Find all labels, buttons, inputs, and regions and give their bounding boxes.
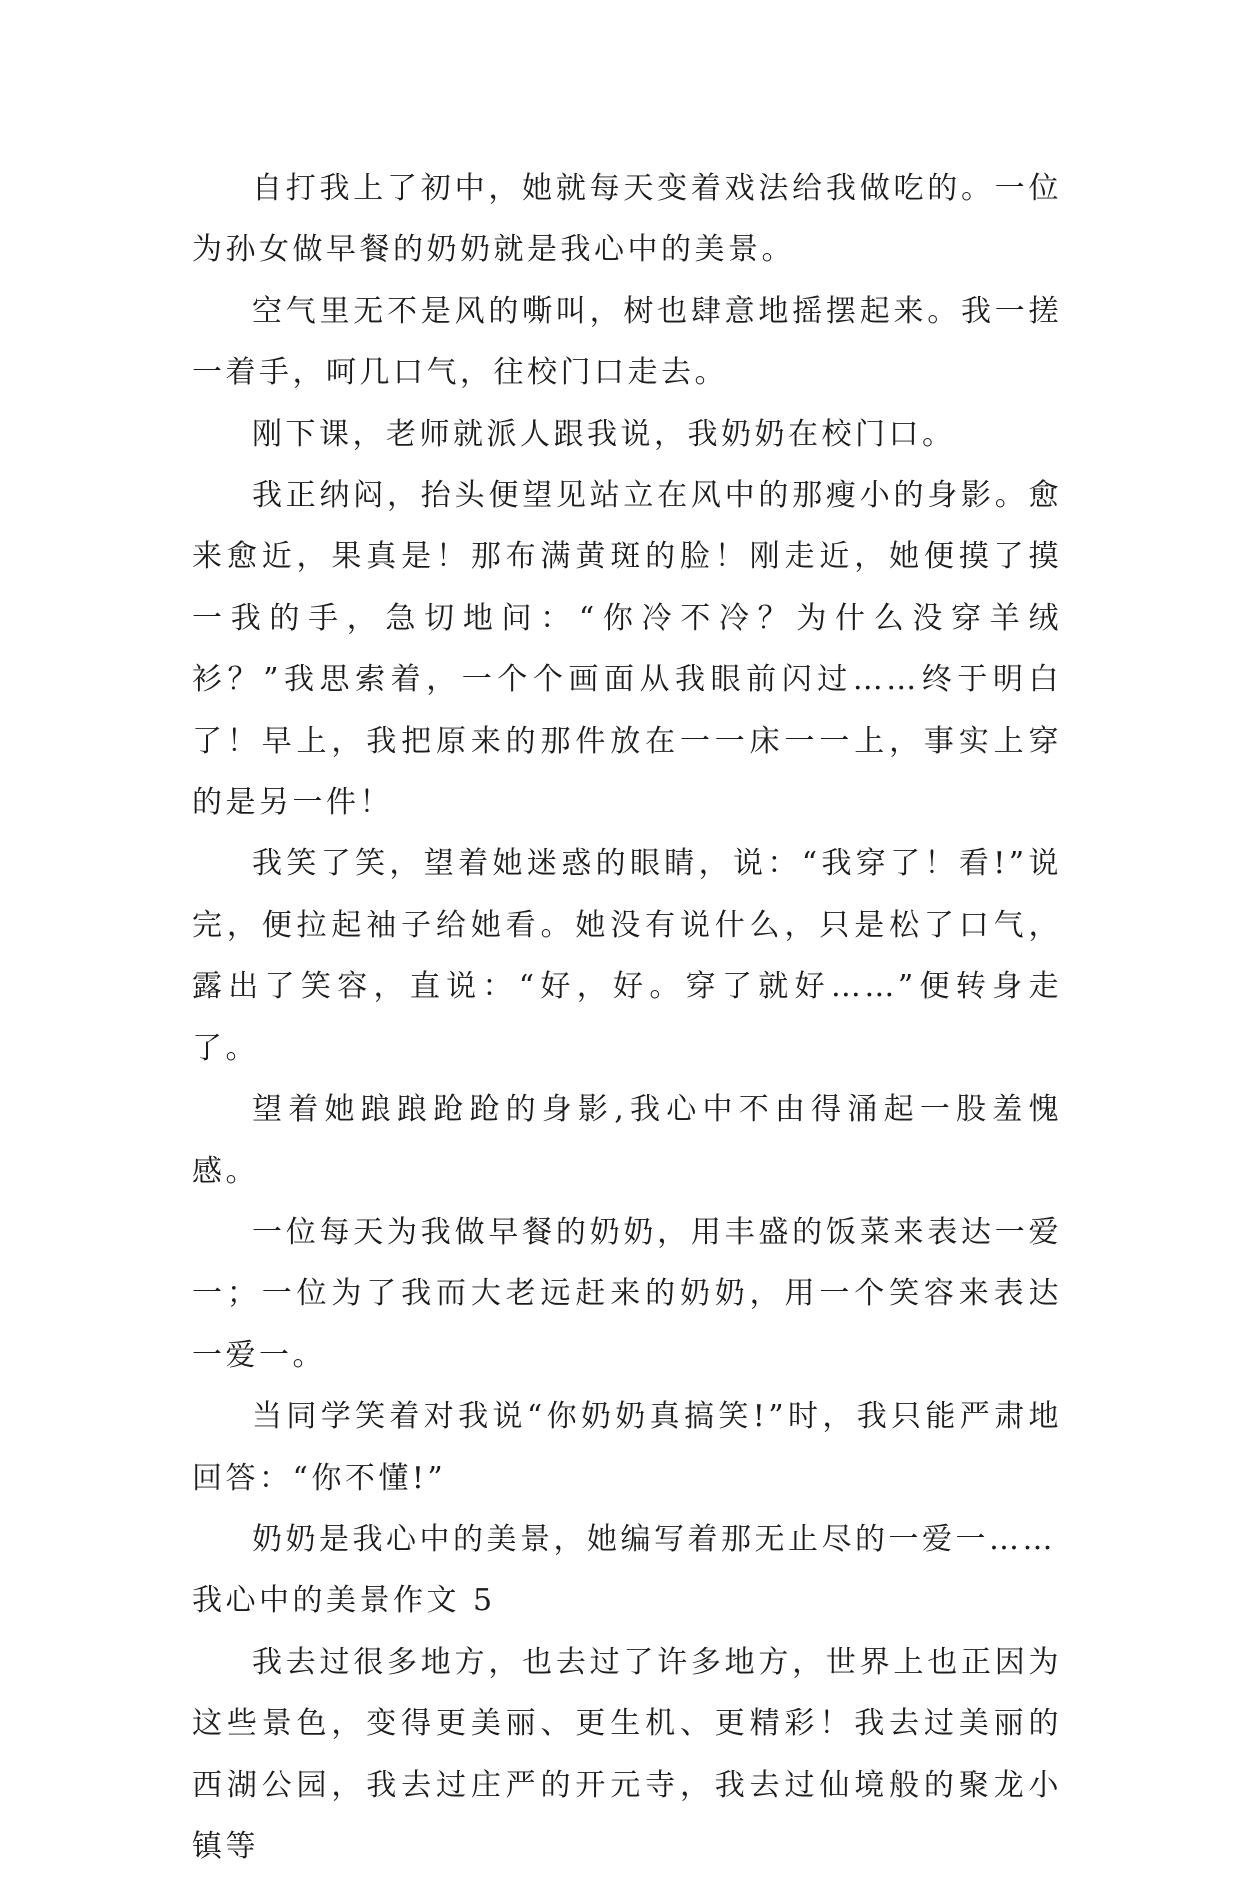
paragraph-7: 一位每天为我做早餐的奶奶，用丰盛的饭菜来表达一爱一；一位为了我而大老远赶来的奶奶，用一个笑容来表达一爱一。 — [192, 1214, 1062, 1373]
paragraph-9: 奶奶是我心中的美景，她编写着那无止尽的一爱一…… — [252, 1521, 1056, 1557]
document-body — [192, 158, 1062, 1877]
paragraph-10: 我去过很多地方，也去过了许多地方，世界上也正因为这些景色，变得更美丽、更生机、更精彩！我去过美丽的西湖公园，我去过庄严的开元寺，我去过仙境般的聚龙小镇等 — [192, 1644, 1062, 1864]
paragraph-4: 我正纳闷，抬头便望见站立在风中的那瘦小的身影。愈来愈近，果真是！那布满黄斑的脸！刚走近，她便摸了摸一我的手，急切地问：“你冷不冷？为什么没穿羊绒衫？”我思索着，一个个画面从我眼前闪过……终于明白了！早上，我把原来的那件放在一一床一一上，事实上穿的是另一件！ — [192, 478, 1062, 821]
paragraph-2: 空气里无不是风的嘶叫，树也肆意地摇摆起来。我一搓一着手，呵几口气，往校门口走去。 — [192, 293, 1062, 391]
paragraph-1: 自打我上了初中，她就每天变着戏法给我做吃的。一位为孙女做早餐的奶奶就是我心中的美景。 — [192, 171, 1062, 268]
section-title: 我心中的美景作文 5 — [192, 1583, 496, 1619]
paragraph-8: 当同学笑着对我说“你奶奶真搞笑!”时，我只能严肃地回答：“你不懂!” — [192, 1399, 1062, 1496]
paragraph-3: 刚下课，老师就派人跟我说，我奶奶在校门口。 — [252, 416, 956, 452]
paragraph-6: 望着她踉踉跄跄的身影,我心中不由得涌起一股羞愧感。 — [192, 1092, 1062, 1189]
paragraph-5: 我笑了笑，望着她迷惑的眼睛，说：“我穿了！看!”说完，便拉起袖子给她看。她没有说什么，只是松了口气，露出了笑容，直说：“好，好。穿了就好……”便转身走了。 — [192, 846, 1062, 1066]
